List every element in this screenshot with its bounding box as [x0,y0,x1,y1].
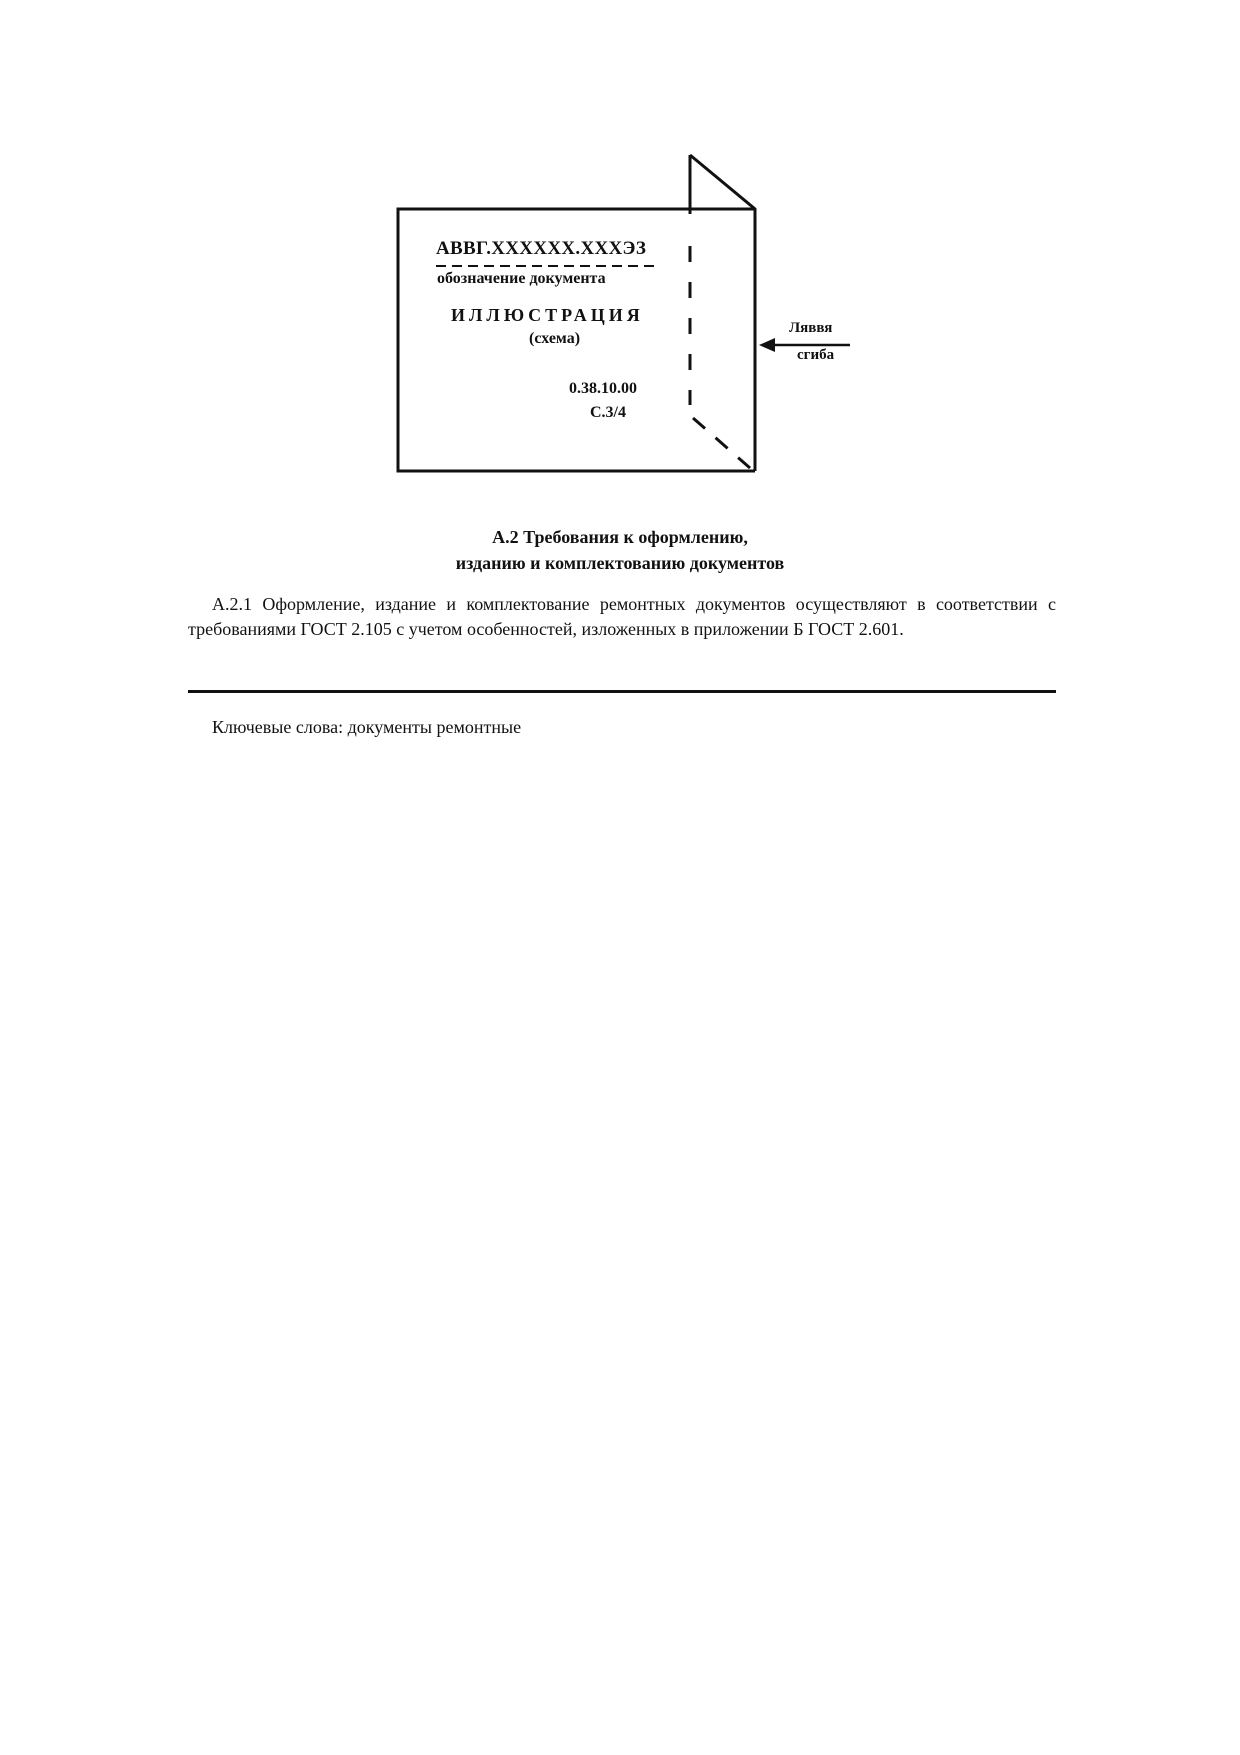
fold-label-line1: Ляввя [789,320,833,336]
fold-line-diagonal [693,418,750,468]
section-title [0,524,1240,576]
fold-label-line2: сгиба [797,347,835,363]
section-title-line2: изданию и комплектованию документов [455,553,785,573]
fold-arrow-head [759,338,775,352]
section-paragraph: А.2.1 Оформление, издание и комплектование ремонтных документов осуществляют в соответствии с требованиями ГОСТ 2.105 с учетом особенностей, изложенных в приложении Б ГОСТ 2.601. [188,594,1056,639]
illustration-label: ИЛЛЮСТРАЦИЯ [451,305,644,325]
section-title-line1: А.2 Требования к оформлению, [492,527,748,547]
document-code: АВВГ.XXXXXX.XXXЭЗ [436,238,647,259]
document-number: 0.38.10.00 [569,380,637,397]
horizontal-rule [188,690,1056,693]
page-reference: С.3/4 [590,404,626,421]
scheme-label: (схема) [529,330,581,347]
designation-label: обозначение документа [437,270,606,287]
keywords-line: Ключевые слова: документы ремонтные [212,717,522,737]
fold-diagram [0,0,1240,480]
